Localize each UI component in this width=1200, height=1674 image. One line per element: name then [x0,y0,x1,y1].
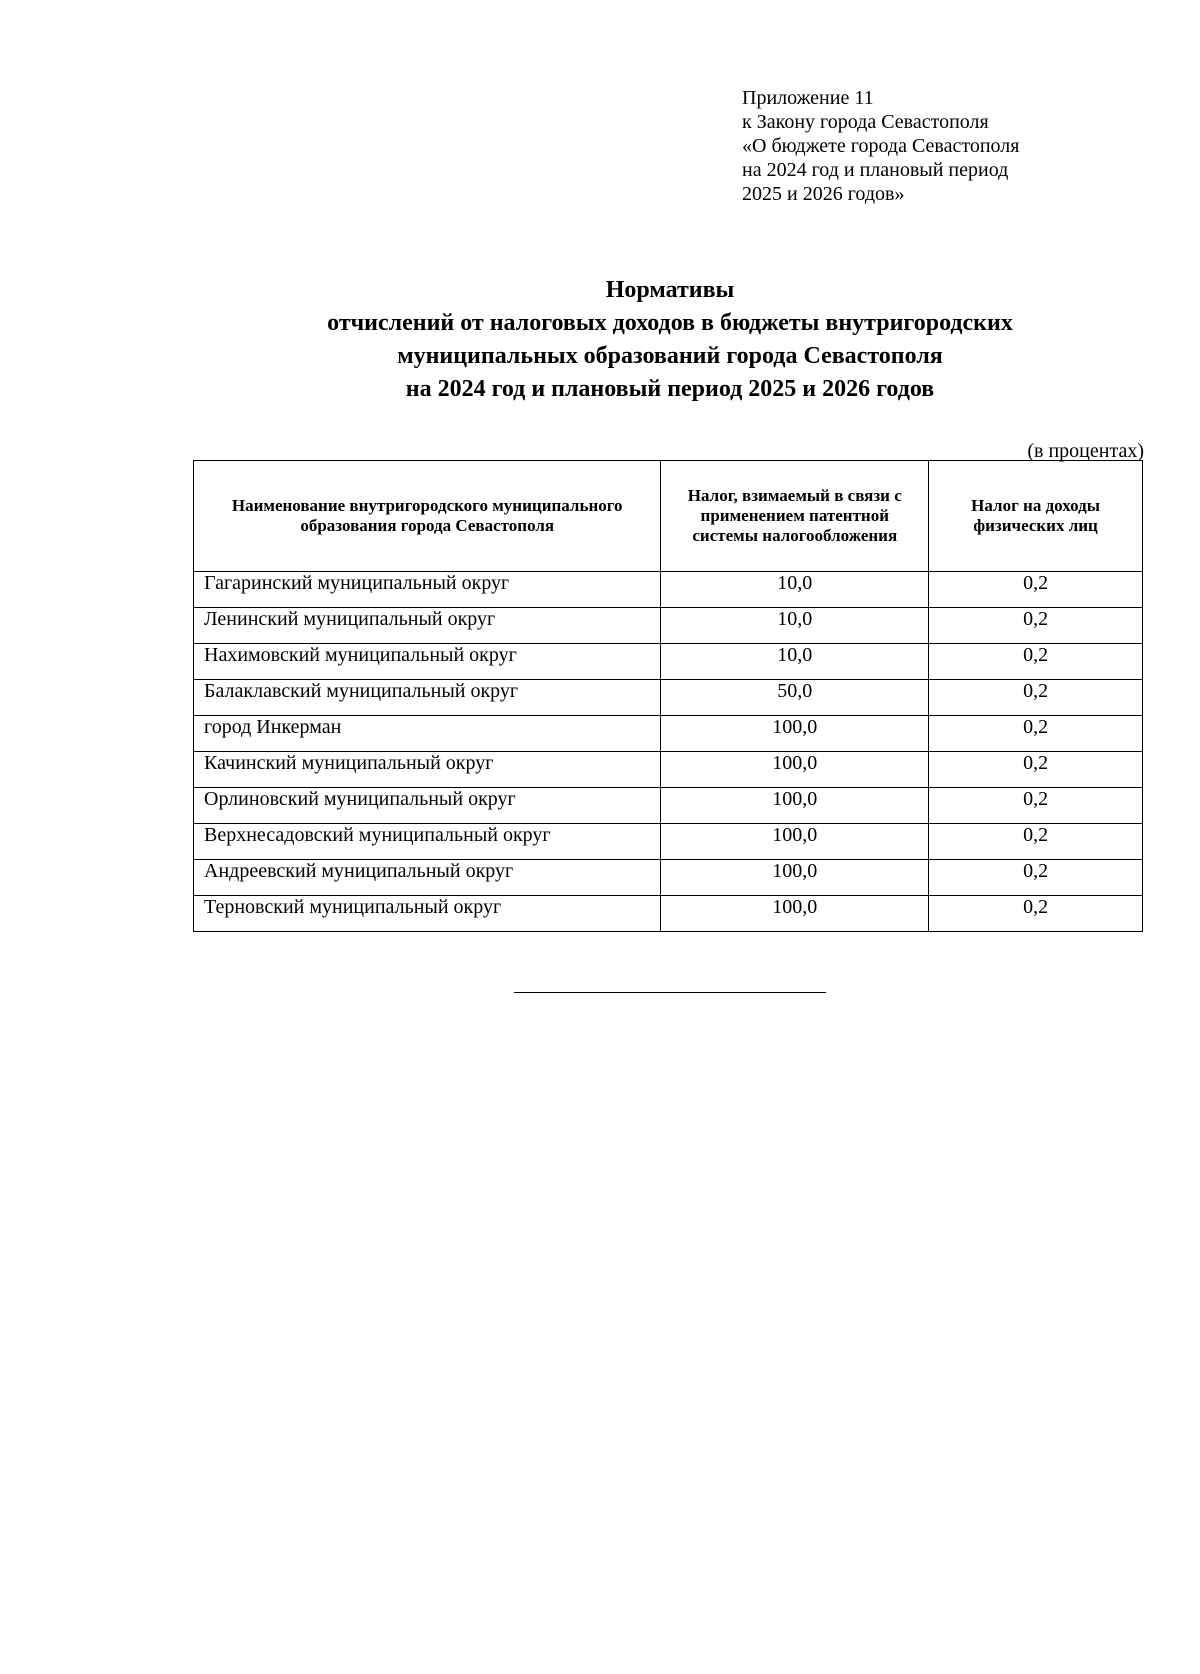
title-line: на 2024 год и плановый период 2025 и 2026 годов [405,376,935,402]
table-row [194,860,1143,896]
title-line: муниципальных образований города Севастополя [397,343,943,369]
appendix-line: на 2024 год и плановый период [742,159,1009,181]
cell-municipality: Нахимовский муниципальный округ [194,644,661,680]
cell-income-tax: 0,2 [929,752,1143,788]
table-row [194,716,1143,752]
norms-table [193,460,1143,932]
cell-municipality: Ленинский муниципальный округ [194,608,661,644]
header-municipality: Наименование внутригородского муниципального образования города Севастополя [194,461,661,572]
cell-patent-tax: 100,0 [661,896,929,932]
appendix-line: Приложение 11 [742,87,874,109]
appendix-line: к Закону города Севастополя [742,111,989,133]
cell-municipality: Верхнесадовский муниципальный округ [194,824,661,860]
cell-patent-tax: 10,0 [661,572,929,608]
cell-patent-tax: 10,0 [661,644,929,680]
cell-income-tax: 0,2 [929,644,1143,680]
cell-patent-tax: 100,0 [661,860,929,896]
cell-patent-tax: 100,0 [661,824,929,860]
cell-municipality: Терновский муниципальный округ [194,896,661,932]
table-row [194,680,1143,716]
cell-income-tax: 0,2 [929,824,1143,860]
cell-municipality: Гагаринский муниципальный округ [194,572,661,608]
cell-municipality: Орлиновский муниципальный округ [194,788,661,824]
table-row [194,896,1143,932]
document-title [160,274,1180,406]
cell-patent-tax: 50,0 [661,680,929,716]
appendix-block [742,86,1019,206]
cell-income-tax: 0,2 [929,572,1143,608]
cell-patent-tax: 100,0 [661,716,929,752]
header-patent-tax: Налог, взимаемый в связи с применением патентной системы налогообложения [661,461,929,572]
cell-income-tax: 0,2 [929,680,1143,716]
table-header-row [194,461,1143,572]
cell-income-tax: 0,2 [929,860,1143,896]
units-note: (в процентах) [1027,440,1144,462]
table-row [194,788,1143,824]
cell-income-tax: 0,2 [929,788,1143,824]
cell-income-tax: 0,2 [929,896,1143,932]
cell-municipality: Андреевский муниципальный округ [194,860,661,896]
appendix-line: «О бюджете города Севастополя [742,135,1020,157]
table-row [194,824,1143,860]
cell-patent-tax: 10,0 [661,608,929,644]
cell-patent-tax: 100,0 [661,788,929,824]
title-line: отчислений от налоговых доходов в бюджеты внутригородских [327,310,1013,336]
table-row [194,644,1143,680]
appendix-line: 2025 и 2026 годов» [742,183,905,205]
title-line: Нормативы [605,277,735,303]
table-row [194,608,1143,644]
cell-municipality: Балаклавский муниципальный округ [194,680,661,716]
cell-municipality: Качинский муниципальный округ [194,752,661,788]
end-divider [514,992,826,993]
cell-municipality: город Инкерман [194,716,661,752]
header-income-tax: Налог на доходы физических лиц [929,461,1143,572]
table-row [194,752,1143,788]
table-row [194,572,1143,608]
cell-income-tax: 0,2 [929,608,1143,644]
cell-income-tax: 0,2 [929,716,1143,752]
cell-patent-tax: 100,0 [661,752,929,788]
